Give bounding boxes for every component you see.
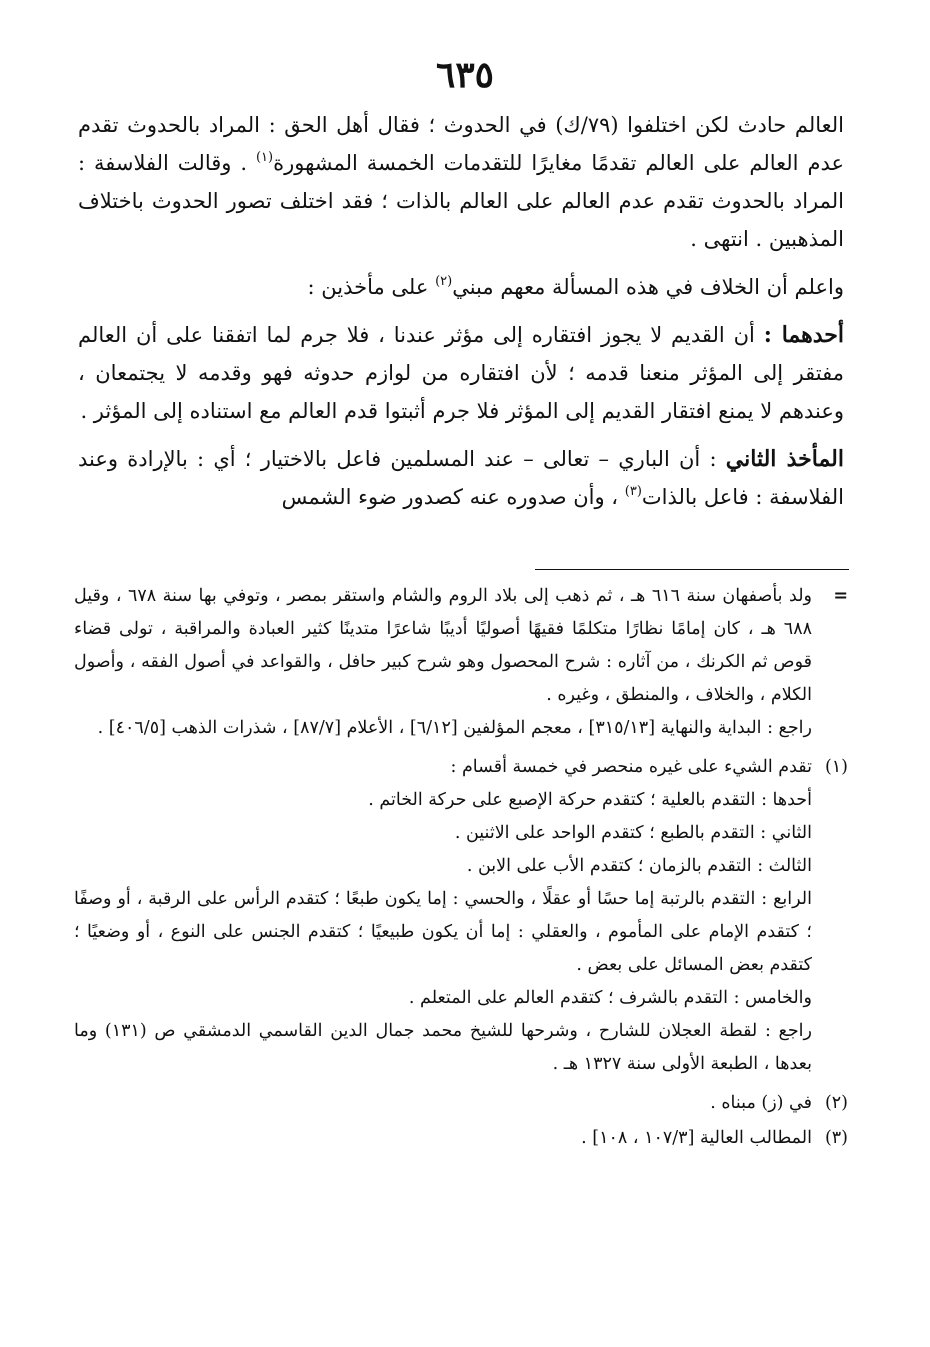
paragraph-3 [78,316,844,430]
continuation-mark: = [833,586,848,606]
footnote-1-item: الثاني : التقدم بالطبع ؛ كتقدم الواحد على الاثنين . [454,823,812,843]
footnote-ref-2[interactable]: (٢) [435,274,453,289]
footnote-1-item: راجع : لقطة العجلان للشارح ، وشرحها للشيخ محمد جمال الدين القاسمي الدمشقي ص (١٣١) وما بعدها ، الطبعة الأولى سنة ١٣٢٧ هـ . [74,1021,812,1074]
continuation-text: ولد بأصفهان سنة ٦١٦ هـ ، ثم ذهب إلى بلاد الروم والشام واستقر بمصر ، وتوفي بها سنة ٦٧٨ ، وقيل ٦٨٨ هـ ، كان إمامًا نظارًا متكلمًا فقيهًا أصوليًا أديبًا شاعرًا متدينًا كثير العبادة والمراقبة ، تولى قضاء قوص ثم الكرنك ، من آثاره : شرح المحصول وهو شرح كبير حافل ، والقواعد في أصول الفقه ، وأصول الكلام ، والخلاف ، والمنطق ، وغيره . [74,586,812,705]
footnote-2-text: في (ز) مبناه . [710,1093,812,1113]
main-text [78,106,844,516]
footnote-3-line [74,1122,848,1155]
paragraph-4-text: : أن الباري – تعالى – عند المسلمين فاعل بالاختيار ؛ أي : بالإرادة وعند الفلاسفة : فاعل بالذات [78,447,844,509]
footnote-ref-3[interactable]: (٣) [624,484,642,499]
footnote-1-item: أحدها : التقدم بالعلية ؛ كتقدم حركة الإصبع على حركة الخاتم . [368,790,812,810]
footnote-1-intro-line [74,751,848,784]
paragraph-4 [78,440,844,516]
footnote-separator [535,569,849,570]
footnote-1-item: الرابع : التقدم بالرتبة إما حسًا أو عقلًا ، والحسي : إما يكون طبعًا ؛ كتقدم الرأس على الرقبة ، أو وصفًا ؛ كتقدم الإمام على المأموم ، والعقلي : إما أن يكون طبيعيًا ؛ كتقدم الجنس على النوع ، أو وضعيًا ؛ كتقدم بعض المسائل على بعض . [74,889,812,975]
footnote-1-item: الثالث : التقدم بالزمان ؛ كتقدم الأب على الابن . [466,856,812,876]
footnote-3-text: المطالب العالية [١٠٧/٣ ، ١٠٨] . [581,1128,812,1148]
footnotes [74,580,848,1155]
paragraph-1 [78,106,844,258]
footnote-2-number: (٢) [824,1093,848,1113]
footnote-3 [74,1122,848,1155]
footnote-ref-1[interactable]: (١) [255,150,274,165]
paragraph-1-tail: . وقالت الفلاسفة : المراد بالحدوث تقدم عدم العالم على العالم بالذات ؛ فقد اختلف تصور الحدوث باختلاف المذهبين . انتهى . [78,151,844,251]
paragraph-2-text: واعلم أن الخلاف في هذه المسألة معهم مبني [452,275,844,299]
paragraph-4-tail: ، وأن صدوره عنه كصدور ضوء الشمس [281,485,625,509]
footnote-3-number: (٣) [824,1128,848,1148]
page-number: ٦٣٥ [435,54,494,96]
paragraph-2-tail: على مأخذين : [307,275,436,299]
footnote-1-number: (١) [824,757,848,777]
footnote-1 [74,751,848,1081]
paragraph-1-text: العالم حادث لكن اختلفوا (٧٩/ك) في الحدوث ؛ فقال أهل الحق : المراد بالحدوث تقدم عدم العالم على العالم تقدمًا مغايرًا للتقدمات الخمسة المشهورة [78,113,845,175]
paragraph-3-lead: أحدهما : [763,322,844,348]
paragraph-3-text: أن القديم لا يجوز افتقاره إلى مؤثر عندنا ، فلا جرم لما اتفقنا على أن العالم مفتقر إلى المؤثر منعنا قدمه ؛ لأن افتقاره من لوازم حدوثه فهو وقدمه لا يجتمعان ، وعندهم لا يمنع افتقار القديم إلى المؤثر فلا جرم أثبتوا قدم العالم مع استناده إلى المؤثر . [78,323,844,423]
paragraph-4-lead: المأخذ الثاني [725,446,844,472]
footnote-2 [74,1087,848,1120]
footnote-2-line [74,1087,848,1120]
paragraph-2 [78,268,844,306]
continuation-references: راجع : البداية والنهاية [٣١٥/١٣] ، معجم المؤلفين [٦/١٢] ، الأعلام [٨٧/٧] ، شذرات الذهب [٤٠٦/٥] . [97,718,812,738]
footnote-1-item: والخامس : التقدم بالشرف ؛ كتقدم العالم على المتعلم . [408,988,812,1008]
footnote-1-intro: تقدم الشيء على غيره منحصر في خمسة أقسام : [450,757,812,777]
footnote-continuation [74,580,848,712]
